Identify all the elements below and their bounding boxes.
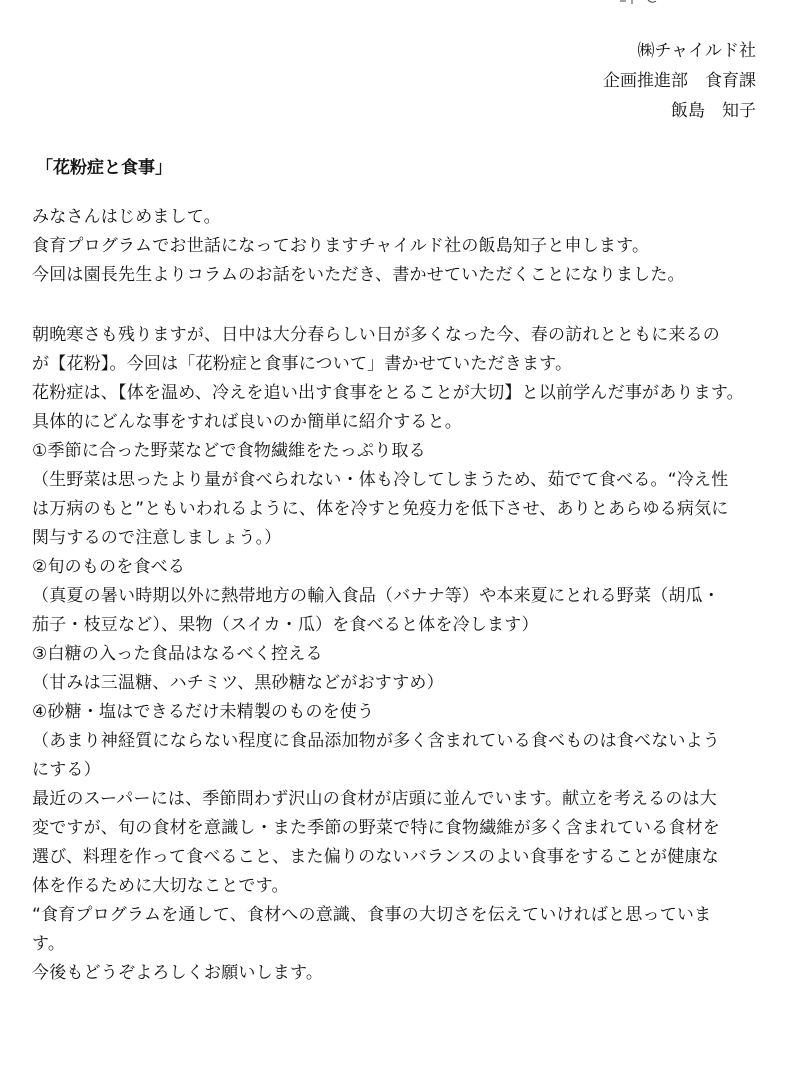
scan-mark	[618, 0, 658, 6]
main-paragraph	[32, 321, 762, 988]
text-line: 今回は園長先生よりコラムのお話をいただき、書かせていただくことになりました。	[32, 265, 685, 285]
list-item-3: ③白糖の入った食品はなるべく控える	[32, 644, 323, 664]
text-line: （あまり神経質にならない程度に食品添加物が多く含まれている食べものは食べないよう	[32, 731, 720, 751]
document-title: 「花粉症と食事」	[36, 158, 172, 178]
text-line: 関与するので注意しましょう。）	[32, 528, 282, 548]
text-line: は万病のもと”ともいわれるように、体を冷すと免疫力を低下させ、ありとあらゆる病気に	[32, 499, 729, 519]
list-item-2: ②旬のものを食べる	[32, 557, 186, 577]
text-line: 変ですが、旬の食材を意識し・また季節の野菜で特に食物繊維が多く含まれている食材を	[32, 818, 720, 838]
text-line: みなさんはじめまして。	[32, 207, 221, 227]
closing-line: 今後もどうぞよろしくお願いします。	[32, 963, 324, 983]
document-body	[32, 203, 762, 988]
sender-block	[603, 36, 756, 126]
text-line: 体を作るために大切なことです。	[32, 876, 289, 896]
text-line: す。	[32, 934, 66, 954]
sender-department: 企画推進部 食育課	[603, 71, 756, 91]
list-item-4: ④砂糖・塩はできるだけ未精製のものを使う	[32, 702, 375, 722]
sender-company: ㈱チャイルド社	[637, 41, 756, 61]
text-line: （真夏の暑い時期以外に熱帯地方の輸入食品（バナナ等）や本来夏にとれる野菜（胡瓜・	[32, 586, 720, 606]
text-line: 朝晩寒さも残りますが、日中は大分春らしい日が多くなった今、春の訪れとともに来るの	[32, 325, 720, 345]
text-line: 食育プログラムでお世話になっておりますチャイルド社の飯島知子と申します。	[32, 236, 650, 256]
text-line: 最近のスーパーには、季節問わず沢山の食材が店頭に並んでいます。献立を考えるのは大	[32, 789, 717, 809]
text-line: にする）	[32, 760, 101, 780]
text-line: 具体的にどんな事をすれば良いのか簡単に紹介すると。	[32, 412, 462, 432]
text-line: 花粉症は、【体を温め、冷えを追い出す食事をとることが大切】と以前学んだ事があります。	[32, 383, 744, 403]
text-line: が【花粉】。今回は「花粉症と食事について」書かせていただきます。	[32, 354, 573, 374]
text-line: 選び、料理を作って食べること、また偏りのないバランスのよい食事をすることが健康な	[32, 847, 719, 867]
greeting-paragraph	[32, 203, 762, 290]
text-line: “食育プログラムを通して、食材への意識、食事の大切さを伝えていければと思っていま	[32, 905, 712, 925]
list-item-1: ①季節に合った野菜などで食物繊維をたっぷり取る	[32, 441, 426, 461]
paragraph-gap	[32, 290, 762, 319]
text-line: （生野菜は思ったより量が食べられない・体も冷してしまうため、茹でて食べる。“冷え性	[32, 470, 729, 490]
sender-name: 飯島 知子	[671, 101, 756, 121]
text-line: 茄子・枝豆など）、果物（スイカ・瓜）を食べると体を冷します）	[32, 615, 539, 635]
text-line: （甘みは三温糖、ハチミツ、黒砂糖などがおすすめ）	[32, 673, 444, 693]
